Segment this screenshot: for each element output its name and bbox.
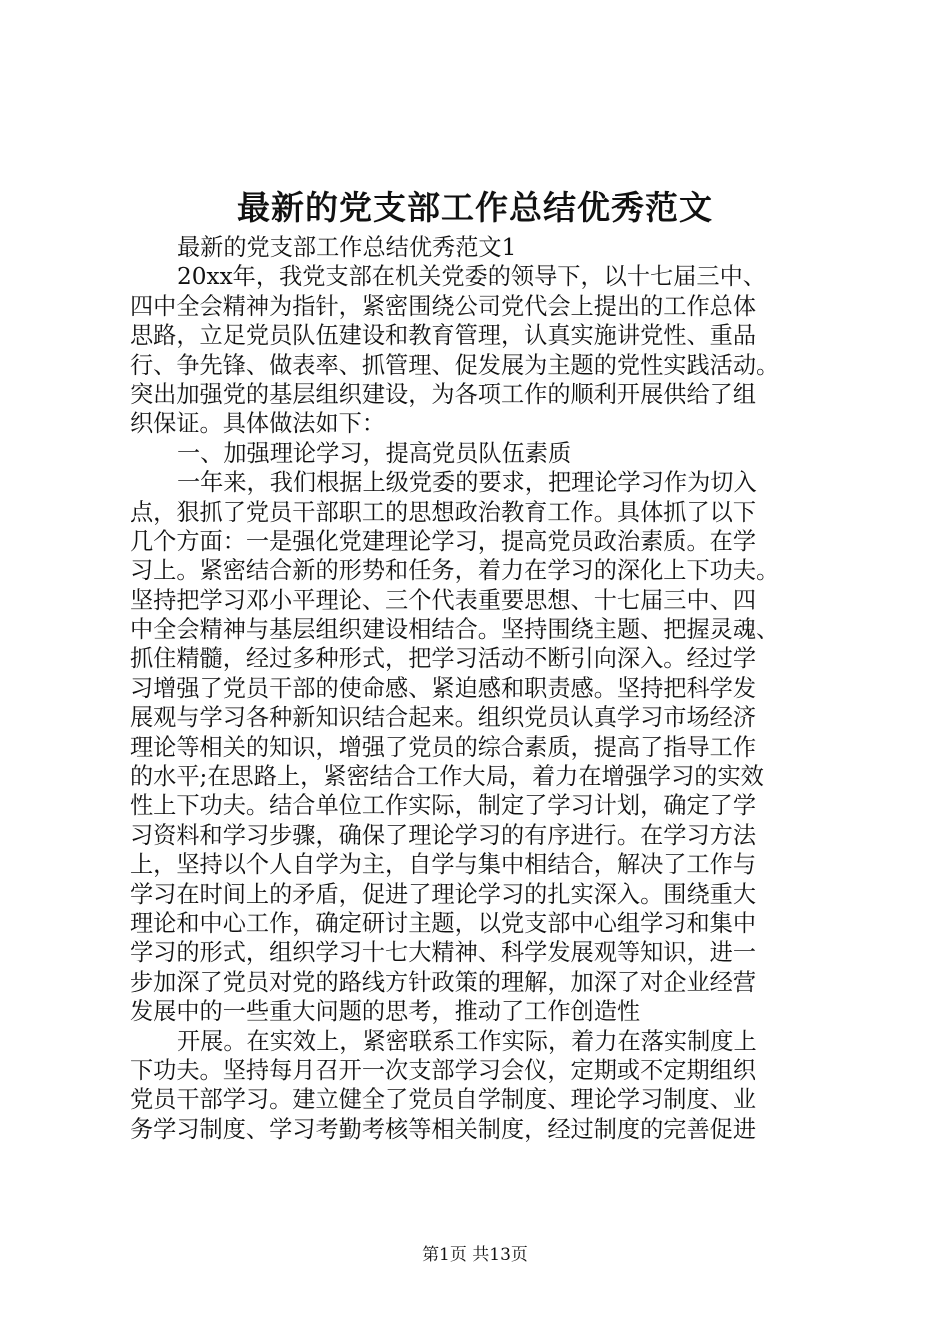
text-line: 一、加强理论学习，提高党员队伍素质 [177,439,572,467]
text-line: 突出加强党的基层组织建设，为各项工作的顺利开展供给了组 [130,380,757,408]
text-line: 发展中的一些重大问题的思考，推动了工作创造性 [130,998,641,1026]
text-line: 学习的形式，组织学习十七大精神、科学发展观等知识，进一 [130,939,757,967]
text-line: 20xx年，我党支部在机关党委的领导下，以十七届三中、 [177,263,766,291]
text-line: 上，坚持以个人自学为主，自学与集中相结合，解决了工作与 [130,851,757,879]
document-title: 最新的党支部工作总结优秀范文 [237,188,713,227]
text-line: 习资料和学习步骤，确保了理论学习的有序进行。在学习方法 [130,821,757,849]
text-line: 习增强了党员干部的使命感、紧迫感和职责感。坚持把科学发 [130,674,757,702]
text-line: 行、争先锋、做表率、抓管理、促发展为主题的党性实践活动。 [130,351,780,379]
text-line: 理论和中心工作，确定研讨主题，以党支部中心组学习和集中 [130,909,757,937]
text-line: 中全会精神与基层组织建设相结合。坚持围绕主题、把握灵魂、 [130,616,780,644]
text-line: 步加深了党员对党的路线方针政策的理解，加深了对企业经营 [130,968,757,996]
text-line: 下功夫。坚持每月召开一次支部学习会仪，定期或不定期组织 [130,1056,757,1084]
text-line: 开展。在实效上，紧密联系工作实际，着力在落实制度上 [177,1027,757,1055]
document-body [130,233,830,1144]
text-line: 抓住精髓，经过多种形式，把学习活动不断引向深入。经过学 [130,645,757,673]
text-line: 几个方面：一是强化党建理论学习，提高党员政治素质。在学 [130,527,757,555]
text-line: 织保证。具体做法如下： [130,410,386,438]
text-line: 思路，立足党员队伍建设和教育管理，认真实施讲党性、重品 [130,322,757,350]
text-line: 习上。紧密结合新的形势和任务，着力在学习的深化上下功夫。 [130,557,780,585]
text-line: 坚持把学习邓小平理论、三个代表重要思想、十七届三中、四 [130,586,757,614]
text-line: 学习在时间上的矛盾，促进了理论学习的扎实深入。围绕重大 [130,880,757,908]
text-line: 最新的党支部工作总结优秀范文1 [177,234,517,261]
text-line: 展观与学习各种新知识结合起来。组织党员认真学习市场经济 [130,704,757,732]
text-line: 党员干部学习。建立健全了党员自学制度、理论学习制度、业 [130,1086,757,1114]
text-line: 性上下功夫。结合单位工作实际，制定了学习计划，确定了学 [130,792,757,820]
text-line: 四中全会精神为指针，紧密围绕公司党代会上提出的工作总体 [130,292,757,320]
text-line: 务学习制度、学习考勤考核等相关制度，经过制度的完善促进 [130,1115,757,1143]
text-line: 一年来，我们根据上级党委的要求，把理论学习作为切入 [177,469,757,497]
text-line: 点，狠抓了党员干部职工的思想政治教育工作。具体抓了以下 [130,498,757,526]
text-line: 的水平;在思路上，紧密结合工作大局，着力在增强学习的实效 [130,763,764,791]
page-footer: 第1页 共13页 [422,1245,528,1265]
text-line: 理论等相关的知识，增强了党员的综合素质，提高了指导工作 [130,733,757,761]
